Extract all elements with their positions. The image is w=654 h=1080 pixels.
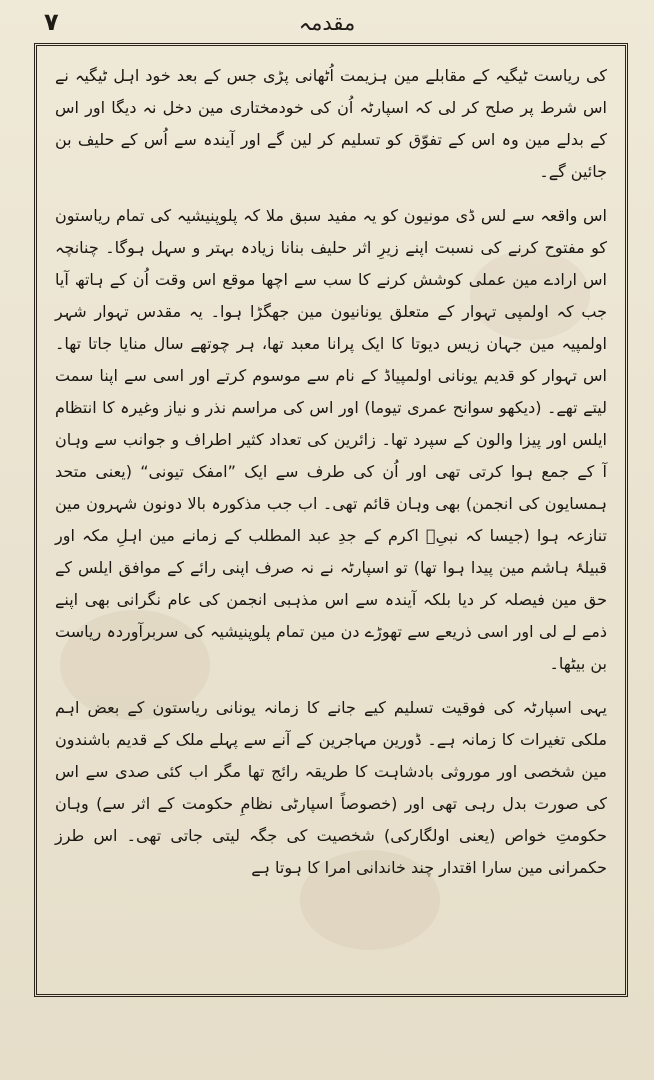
- running-head: مقدمہ: [298, 11, 356, 35]
- page-number: ٧: [44, 8, 59, 36]
- paragraph-1: کی ریاست ٹیگیہ کے مقابلے مین ہزیمت اُٹھانی پڑی جس کے بعد خود اہل ٹیگیہ نے اس شرط پر صلح کر لی کہ اسپارٹہ اُن کی خودمختاری مین دخل نہ دیگا اور اس کے بدلے مین وہ اس کے تفوّق کو تسلیم کر لین گے اور آیندہ سے اُس کے حلیف بن جائین گے۔: [55, 66, 607, 181]
- paragraph-3: یہی اسپارٹہ کی فوقیت تسلیم کیے جانے کا زمانہ یونانی ریاستون کے بعض اہم ملکی تغیرات کا زمانہ ہے۔ ڈورین مہاجرین کے آنے سے پہلے ملک کے قدیم باشندون مین شخصی اور موروثی بادشاہت کا طریقہ رائج تھا مگر اب کئی صدی سے اس کی صورت بدل رہی تھی اور (خصوصاً اسپارٹی نظامِ حکومت کے اثر سے) وہان حکومتِ خواص (یعنی اولگارکی) شخصیت کی جگہ لیتی جاتی تھی۔ اس طرز حکمرانی مین سارا اقتدار چند خاندانی امرا کا ہوتا ہے: [55, 698, 607, 877]
- body-text: [55, 60, 607, 884]
- text-frame: [34, 43, 628, 997]
- paragraph-2: اس واقعہ سے لس ڈی مونیون کو یہ مفید سبق ملا کہ پلوپنیشیہ کی تمام ریاستون کو مفتوح کرنے کی نسبت اپنے زیرِ اثر حلیف بنانا زیادہ بہتر و سہل ہوگا۔ چنانچہ اس ارادے مین عملی کوشش کرنے کا سب سے اچھا موقع اس وقت اُن کے ہاتھ آیا جب کہ اولمپی تہوار کے متعلق یونانیون مین جھگڑا ہوا۔ یہ مقدس تہوار شہر اولمپیہ مین جہان زیس دیوتا کا ایک پرانا معبد تھا، ہر چوتھے سال منایا جاتا تھا۔ اس تہوار کو قدیم یونانی اولمپیاڈ کے نام سے موسوم کرتے اور اسی سے اپنا سمت لیتے تھے۔ (دیکھو سوانح عمری تیوما) اور اس کی مراسم نذر و نیاز وغیرہ کا انتظام ایلس اور پیزا والون کے سپرد تھا۔ زائرین کی تعداد کثیر اطراف و جوانب سے وہان آ کے جمع ہوا کرتی تھی اور اُن کی طرف سے ایک ”امفک تیونی“ (یعنی متحد ہمسایون کی انجمن) بھی وہان قائم تھی۔ اب جب مذکورہ بالا دونون شہرون مین تنازعہ ہوا (جیسا کہ نبیِؐ اکرم کے جدِ عبد المطلب کے زمانے مین اہلِ مکہ اور قبیلۂ ہاشم مین پیدا ہوا تھا) تو اسپارٹہ نے نہ صرف اپنی رائے کے موافق ایلس کے حق مین فیصلہ کر دیا بلکہ آیندہ سے اس مذہبی انجمن کی عام نگرانی بھی اپنے ذمے لے لی اور اسی ذریعے سے تھوڑے دن مین تمام پلوپنیشیہ کی سربرآوردہ ریاست بن بیٹھا۔: [55, 206, 607, 673]
